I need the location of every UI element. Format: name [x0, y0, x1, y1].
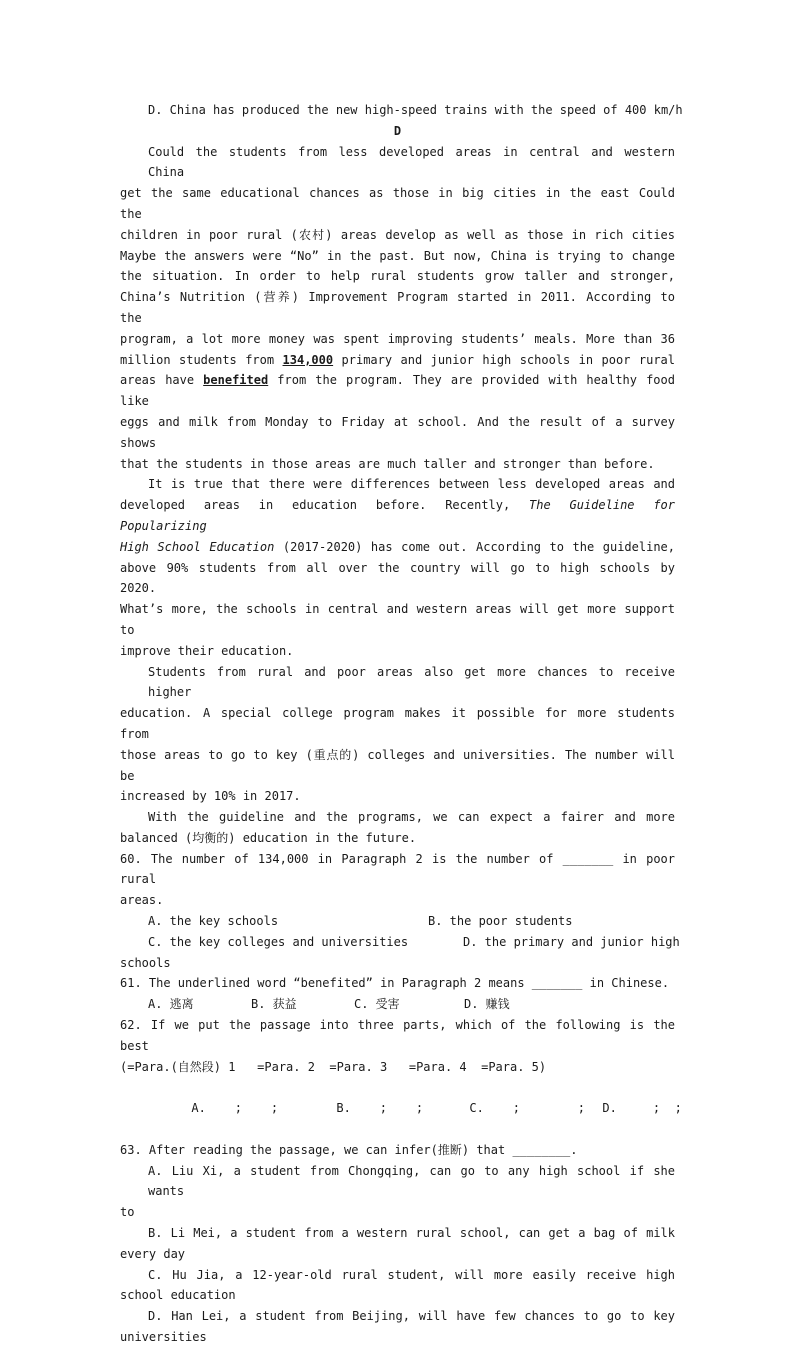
- option-row: [120, 911, 675, 932]
- question-stem: 63. After reading the passage, we can infer(推断) that ________.: [120, 1142, 578, 1157]
- option-b-continued: every day: [120, 1246, 186, 1261]
- text-line: [120, 350, 675, 371]
- question-stem: 62. If we put the passage into three parts, which of the following is the best: [120, 1018, 675, 1053]
- option-row: [120, 1077, 682, 1139]
- option-row: [120, 932, 680, 953]
- text-line: above 90% students from all over the country will go to high schools by 2020.: [120, 560, 675, 596]
- passage-paragraph-3: [120, 662, 675, 808]
- question-60: [120, 849, 680, 974]
- option-b: B. ; ;: [336, 1101, 424, 1116]
- italic-title: High School Education: [120, 539, 275, 554]
- text-line: Students from rural and poor areas also get more chances to receive higher: [148, 664, 675, 700]
- question-62: [120, 1015, 682, 1140]
- text-line: Maybe the answers were “No” in the past. But now, China is trying to change: [120, 248, 675, 263]
- question-stem: 61. The underlined word “benefited” in Paragraph 2 means _______ in Chinese.: [120, 976, 670, 991]
- passage-paragraph-1: [120, 142, 675, 475]
- option-a: A. 逃离: [148, 997, 194, 1012]
- option-a-continued: to: [120, 1205, 135, 1220]
- text-line: improve their education.: [120, 643, 294, 658]
- text-line: that the students in those areas are much taller and stronger than before.: [120, 456, 655, 471]
- text-line: children in poor rural (农村) areas develop as well as those in rich cities: [120, 227, 675, 242]
- text-line: With the guideline and the programs, we can expect a fairer and more: [148, 810, 675, 825]
- question-stem: areas.: [120, 893, 164, 908]
- option-b: B. Li Mei, a student from a western rural school, can get a bag of milk: [148, 1226, 675, 1241]
- option-c: C. 受害: [354, 997, 400, 1012]
- section-letter: D: [393, 123, 402, 138]
- option-b: B. the poor students: [428, 914, 573, 929]
- option-row: [120, 994, 675, 1015]
- option-d: D. 赚钱: [464, 997, 510, 1012]
- option-d: D. ; ;: [602, 1101, 682, 1116]
- text-line: eggs and milk from Monday to Friday at school. And the result of a survey shows: [120, 414, 675, 450]
- option-a: A. Liu Xi, a student from Chongqing, can go to any high school if she wants: [148, 1163, 675, 1199]
- text-line: increased by 10% in 2017.: [120, 789, 301, 804]
- text-span: primary and junior high schools in poor rural: [333, 352, 675, 367]
- italic-title: The Guideline for Popularizing: [120, 498, 675, 533]
- text-span: (2017-2020) has come out. According to the guideline,: [274, 539, 676, 554]
- text-line: the situation. In order to help rural students grow taller and stronger,: [120, 269, 675, 284]
- option-b: B. 获益: [251, 997, 297, 1012]
- text-line: get the same educational chances as those in big cities in the east Could the: [120, 186, 675, 221]
- option-d: D. the primary and junior high: [463, 934, 680, 949]
- question-63: [120, 1140, 675, 1348]
- text-line: It is true that there were differences between less developed areas and: [148, 477, 675, 492]
- text-span: developed areas in education before. Recently,: [120, 498, 530, 513]
- prev-question-option-d: D. China has produced the new high-speed trains with the speed of 400 km/h: [148, 103, 683, 117]
- text-line: Could the students from less developed areas in central and western China: [148, 144, 675, 180]
- text-line: education. A special college program makes it possible for more students from: [120, 706, 675, 741]
- text-span: areas have: [120, 373, 204, 388]
- option-d-continued: schools: [120, 955, 171, 970]
- option-c-continued: school education: [120, 1288, 236, 1303]
- option-a: A. the key schools: [148, 914, 279, 929]
- passage-paragraph-4: [120, 807, 675, 849]
- option-c: C. ; ;: [469, 1101, 585, 1116]
- text-span: from the program. They are provided with healthy food like: [120, 373, 675, 409]
- text-line: [120, 370, 675, 412]
- question-stem: (=Para.(自然段) 1 =Para. 2 =Para. 3 =Para. 4 =Para. 5): [120, 1059, 547, 1074]
- question-stem: 60. The number of 134,000 in Paragraph 2 is the number of _______ in poor rural: [120, 851, 675, 887]
- text-line: [120, 537, 675, 558]
- underlined-word: benefited: [203, 373, 269, 388]
- option-c: C. Hu Jia, a 12-year-old rural student, will more easily receive high: [148, 1267, 675, 1282]
- text-line: [120, 495, 675, 537]
- underlined-number: 134,000: [282, 352, 334, 367]
- text-span: million students from: [120, 352, 283, 367]
- text-line: What’s more, the schools in central and western areas will get more support to: [120, 602, 675, 637]
- question-61: [120, 973, 675, 1015]
- text-line: program, a lot more money was spent improving students’ meals. More than 36: [120, 331, 675, 346]
- option-c: C. the key colleges and universities: [148, 934, 409, 949]
- document-page: [120, 100, 683, 1348]
- option-a: A. ; ;: [191, 1101, 279, 1116]
- text-line: those areas to go to key (重点的) colleges and universities. The number will be: [120, 747, 675, 783]
- option-d-continued: universities: [120, 1330, 207, 1345]
- option-d: D. Han Lei, a student from Beijing, will have few chances to go to key: [148, 1309, 675, 1324]
- passage-paragraph-2: [120, 474, 675, 661]
- text-line: China’s Nutrition (营养) Improvement Program started in 2011. According to the: [120, 290, 675, 325]
- text-line: balanced (均衡的) education in the future.: [120, 830, 417, 845]
